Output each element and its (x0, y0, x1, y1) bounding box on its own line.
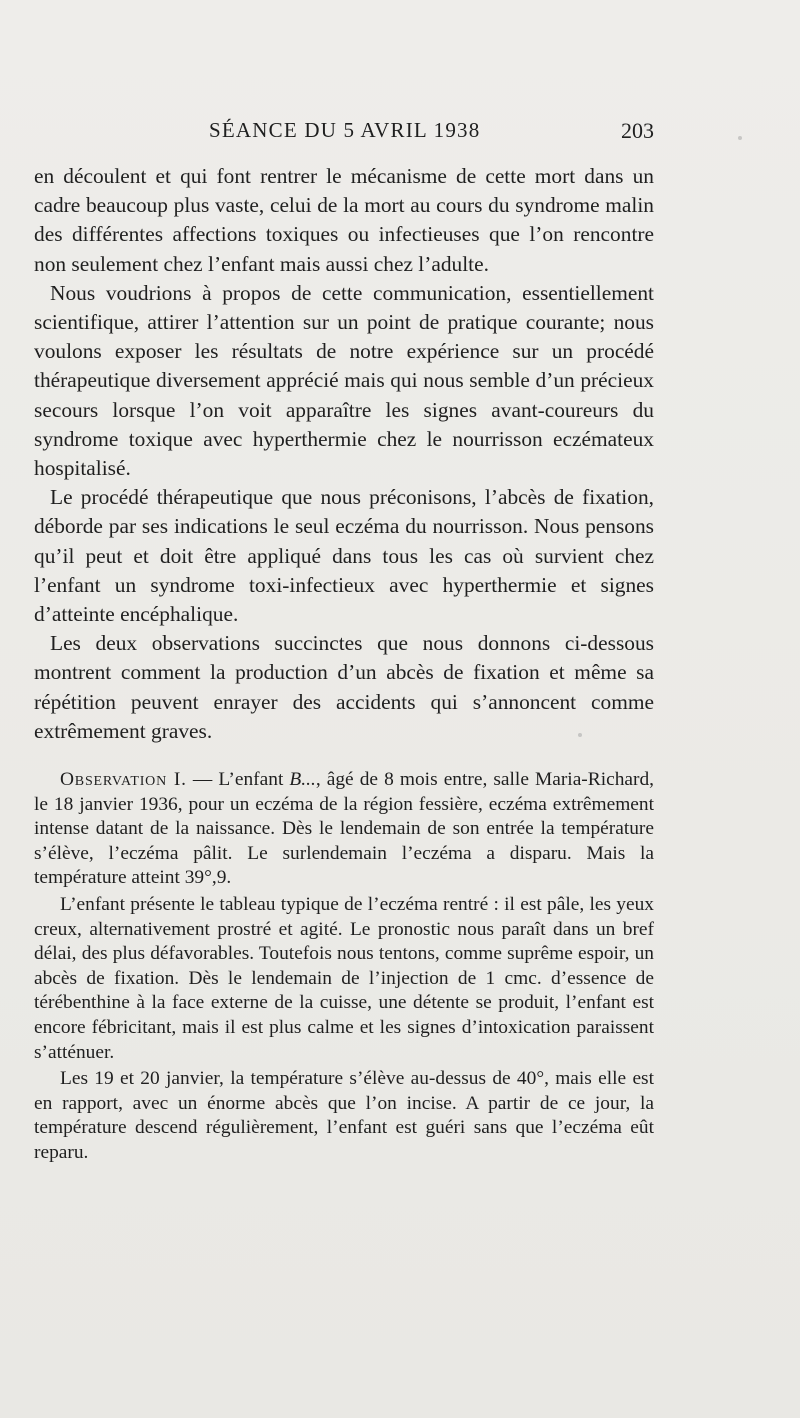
paper-speck (578, 733, 582, 737)
paragraph-observations-intro: Les deux observations succinctes que nous donnons ci-dessous montrent comment la production d’un abcès de fixation et même sa répétition peuvent enrayer des accidents qui s’annoncent comme extrêmement graves. (34, 631, 654, 743)
observation-block (34, 768, 654, 1166)
observation-paragraph-3: Les 19 et 20 janvier, la température s’élève au-dessus de 40°, mais elle est en rapport, avec un énorme abcès que l’on incise. A partir de ce jour, la température descend régulièrement, l’enfant est guéri sans que l’eczéma eût reparu. (34, 1068, 654, 1163)
observation-text: , âgé de 8 mois entre, salle Maria-Richard, le 18 janvier 1936, pour un eczéma de la région fessière, eczéma extrêmement intense datant de la naissance. Dès le lendemain de son entrée la température s’élève, l’eczéma pâlit. Le surlendemain l’eczéma a disparu. Mais la température atteint 39°,9. (34, 769, 654, 889)
observation-patient: B... (289, 769, 316, 790)
observation-label: Observation I. (60, 769, 187, 790)
running-head (34, 118, 654, 148)
paragraph-proposal: Nous voudrions à propos de cette communication, essentiellement scientifique, attirer l’attention sur un point de pratique courante; nous voulons exposer les résultats de notre expérience sur un procédé thérapeutique diversement apprécié mais qui nous semble d’un précieux secours lorsque l’on voit apparaître les signes avant-coureurs du syndrome toxique avec hyperthermie chez le nourrisson eczémateux hospitalisé. (34, 280, 654, 481)
paragraph-continuation: en découlent et qui font rentrer le mécanisme de cette mort dans un cadre beaucoup plus vaste, celui de la mort au cours du syndrome malin des différentes affections toxiques ou infectieuses que l’on rencontre non seulement chez l’enfant mais aussi chez l’adulte. (34, 164, 654, 276)
paragraph-procedure: Le procédé thérapeutique que nous préconisons, l’abcès de fixation, déborde par ses indications le seul eczéma du nourrisson. Nous pensons qu’il peut et doit être appliqué dans tous les cas où survient chez l’enfant un syndrome toxi-infectieux avec hyperthermie et signes d’atteinte encéphalique. (34, 485, 654, 627)
observation-paragraph-1 (34, 768, 654, 891)
body-text (34, 162, 654, 746)
running-title: SÉANCE DU 5 AVRIL 1938 (209, 118, 481, 142)
observation-intro: — L’enfant (186, 769, 290, 790)
paper-speck (738, 136, 742, 140)
observation-paragraph-2: L’enfant présente le tableau typique de l’eczéma rentré : il est pâle, les yeux creux, alternativement prostré et agité. Le pronostic nous paraît dans un bref délai, des plus défavorables. Toutefois nous tentons, comme suprême espoir, un abcès de fixation. Dès le lendemain de l’injection de 1 cmc. d’essence de térébenthine à la face externe de la cuisse, une détente se produit, l’enfant est encore fébricitant, mais il est plus calme et les signes d’intoxication paraissent s’atténuer. (34, 893, 654, 1063)
page-number: 203 (621, 118, 654, 143)
